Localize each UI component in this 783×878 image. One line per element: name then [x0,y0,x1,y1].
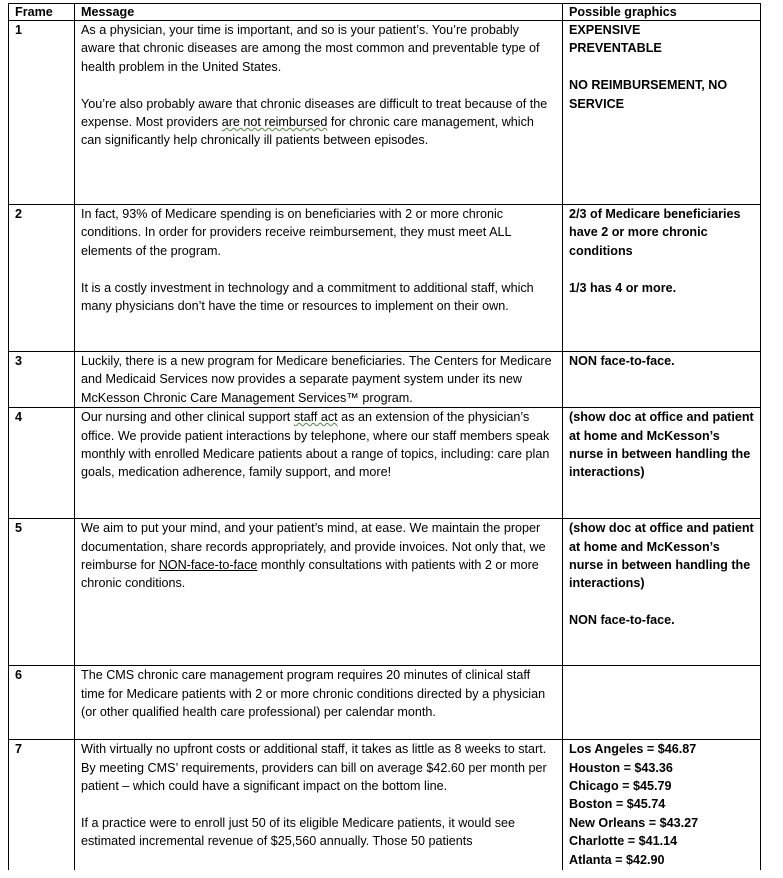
message-paragraph [81,95,556,150]
graphics-cell [563,519,761,666]
message-cell [75,740,563,870]
city-rate: New Orleans = $43.27 [569,815,699,830]
frame-number: 7 [9,740,75,870]
table-row [9,740,761,870]
city-rate: Atlanta = $42.90 [569,852,665,867]
message-text: as an extension of the physician’s office. We provide patient interactions by telephone, where our staff members speak monthly with enrolled Medicare patients about a range of topics, including: care plan goals, medication adherence, family support, and more! [81,410,550,480]
graphics-line: EXPENSIVE [569,23,641,37]
frame-number: 5 [9,519,75,666]
frame-number: 3 [9,352,75,408]
message-paragraph [81,519,556,593]
message-cell [75,352,563,408]
city-rate: Los Angeles = $46.87 [569,742,697,757]
city-rate: Charlotte = $41.14 [569,834,678,849]
message-text: monthly consultations with patients with 2 or more chronic conditions. [81,558,539,591]
city-rate: Chicago = $45.79 [569,779,672,794]
message-paragraph: The CMS chronic care management program requires 20 minutes of clinical staff time for Medicare patients with 2 or more chronic conditions directed by a physician (or other qualified health care professional) per calendar month. [81,668,546,720]
graphics-line: 1/3 has 4 or more. [569,280,677,295]
graphics-cell [563,666,761,740]
message-paragraph [81,408,556,482]
message-column-header: Message [75,4,563,21]
message-paragraph: In fact, 93% of Medicare spending is on beneficiaries with 2 or more chronic conditions. In order for providers receive reimbursement, they must meet ALL elements of the program. [81,207,512,258]
message-paragraph: It is a costly investment in technology and a commitment to additional staff, which many physicians don’t have the time or resources to implement on their own. [81,280,534,314]
city-rate: Houston = $43.36 [569,760,673,775]
frame-number: 2 [9,205,75,352]
graphics-cell [563,205,761,352]
frame-number: 4 [9,408,75,519]
frame-number: 6 [9,666,75,740]
message-paragraph: As a physician, your time is important, and so is your patient’s. You’re probably aware that chronic diseases are among the most common and preventable type of health problem in the United States. [81,23,540,74]
message-paragraph: If a practice were to enroll just 50 of its eligible Medicare patients, it would see estimated incremental revenue of $25,560 annually. Those 50 patients [81,815,516,849]
table-row [9,352,761,408]
graphics-line: NON face-to-face. [569,354,675,368]
header-row [9,4,761,21]
message-cell [75,408,563,519]
message-text: You’re also probably aware that chronic diseases are difficult to treat because of the expense. Most providers [81,96,548,130]
table-row [9,519,761,666]
storyboard-table [8,3,761,870]
city-rate: Boston = $45.74 [569,797,666,812]
graphics-line: NON face-to-face. [569,613,675,628]
graphics-line: (show doc at office and patient at home and McKesson’s nurse in between handling the interactions) [569,410,754,480]
message-cell [75,21,563,205]
graphics-cell [563,740,761,870]
graphics-line: (show doc at office and patient at home and McKesson’s nurse in between handling the interactions) [569,521,754,591]
frame-column-header: Frame [9,4,75,21]
table-row [9,205,761,352]
graphics-line: PREVENTABLE [569,41,662,56]
message-cell [75,205,563,352]
graphics-cell [563,352,761,408]
graphics-cell [563,21,761,205]
graphics-line: NO REIMBURSEMENT, NO SERVICE [569,78,728,111]
spellcheck-flagged-text: staff act [293,410,338,425]
graphics-column-header: Possible graphics [563,4,761,21]
table-row [9,21,761,205]
table-row [9,666,761,740]
frame-number: 1 [9,21,75,205]
message-cell [75,666,563,740]
graphics-cell [563,408,761,519]
message-text: We aim to put your mind, and your patient’s mind, at ease. We maintain the proper documentation, share records appropriately, and provide invoices. Not only that, we reimburse for [81,521,546,573]
message-text: for chronic care management, which can significantly help chronically ill patients between episodes. [81,115,534,148]
table-row [9,408,761,519]
graphics-line: 2/3 of Medicare beneficiaries have 2 or more chronic conditions [569,207,741,258]
spellcheck-flagged-text: are not reimbursed [221,115,328,130]
underlined-text: NON-face-to-face [158,558,258,573]
message-paragraph: Luckily, there is a new program for Medicare beneficiaries. The Centers for Medicare and Medicaid Services now provides a separate payment system under its new McKesson Chronic Care Management Services™ program. [81,354,552,405]
message-text: Our nursing and other clinical support [81,410,294,425]
message-cell [75,519,563,666]
message-paragraph: With virtually no upfront costs or additional staff, it takes as little as 8 weeks to start. By meeting CMS’ requirements, providers can bill on average $42.60 per month per patient – which could have a significant impact on the bottom line. [81,742,547,794]
